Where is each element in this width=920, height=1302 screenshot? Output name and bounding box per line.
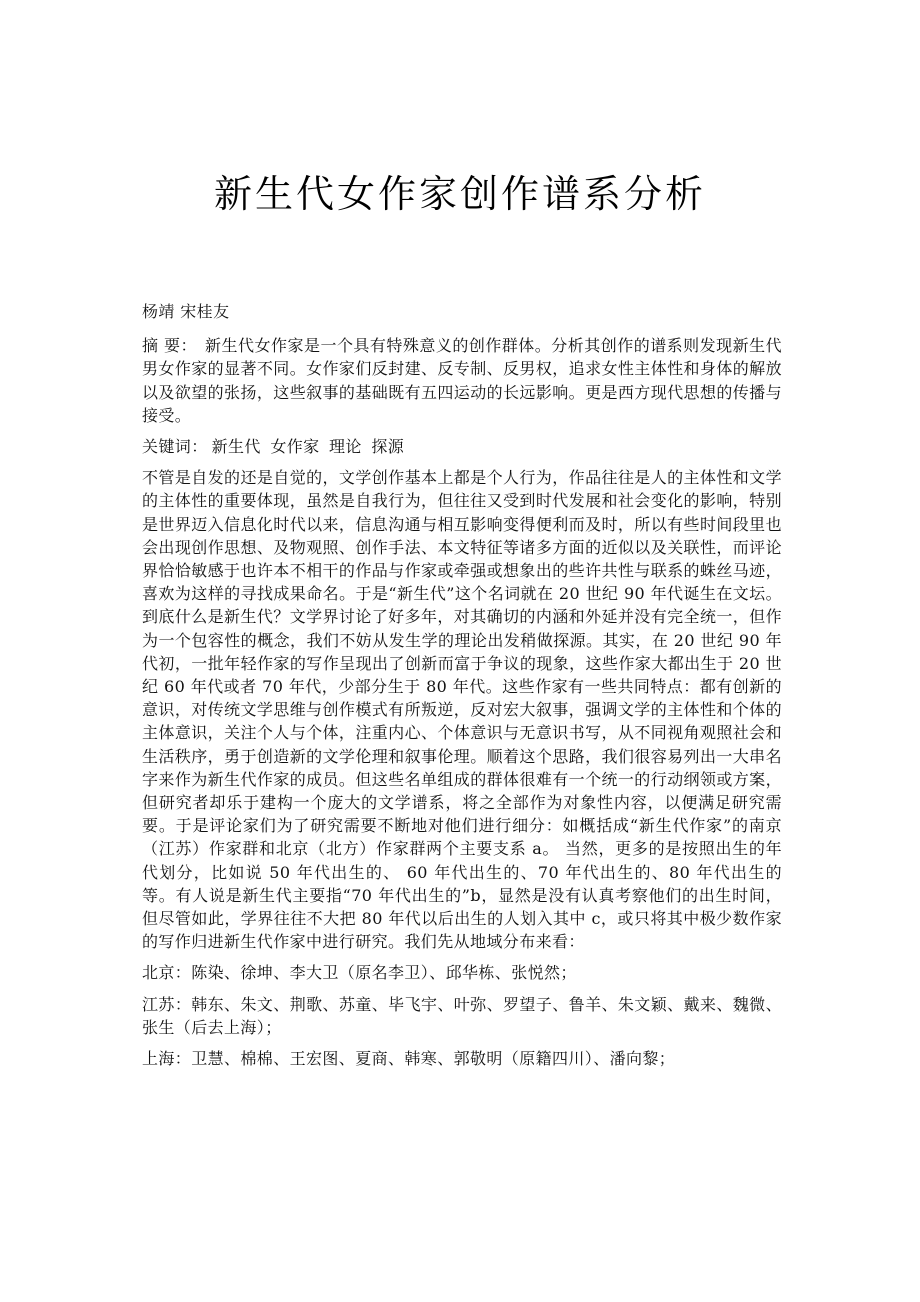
keyword-item: 女作家 — [270, 437, 320, 457]
region-shanghai: 上海：卫慧、棉棉、王宏图、夏商、韩寒、郭敬明（原籍四川）、潘向黎； — [142, 1049, 676, 1069]
abstract-label: 摘 要： — [142, 336, 198, 356]
body-paragraph: 不管是自发的还是自觉的，文学创作基本上都是个人行为，作品往往是人的主体性和文学的主体性的重要体现，虽然是自我行为，但往往又受到时代发展和社会变化的影响，特别是世界迈入信息化时代以来，信息沟通与相互影响变得便利而及时，所以有些时间段里也会出现创作思想、及物观照、创作手法、本文特征等诸多方面的近似以及关联性，而评论界恰恰敏感于也许本不相干的作品与作家或牵强或想象出的些许共性与联系的蛛丝马迹，喜欢为这样的寻找成果命名。于是“新生代”这个名词就在 20 世纪 90 年代诞生在文坛。到底什么是新生代？文学界讨论了好多年，对其确切的内涵和外延并没有完全统一，但作为一个包容性的概念，我们不妨从发生学的理论出发稍做探源。其实，在 20 世纪 90 年代初，一批年轻作家的写作呈现出了创新而富于争议的现象，这些作家大都出生于 20 世纪 60 年代或者 70 年代，少部分生于 80 年代。这些作家有一些共同特点：都有创新的意识，对传统文学思维与创作模式有所叛逆，反对宏大叙事，强调文学的主体性和个体的主体意识，关注个人与个体，注重内心、个体意识与无意识书写，从不同视角观照社会和生活秩序，勇于创造新的文学伦理和叙事伦理。顺着这个思路，我们很容易列出一大串名字来作为新生代作家的成员。但这些名单组成的群体很难有一个统一的行动纲领或方案，但研究者却乐于建构一个庞大的文学谱系，将之全部作为对象性内容，以便满足研究需要。于是评论家们为了研究需要不断地对他们进行细分：如概括成“新生代作家”的南京（江苏）作家群和北京（北方）作家群两个主要支系 a。 当然，更多的是按照出生的年代划分，比如说 50 年代出生的、 60 年代出生的、70 年代出生的、80 年代出生的等。有人说是新生代主要指“70 年代出生的”b，显然是没有认真考察他们的出生时间，但尽管如此，学界往往不大把 80 年代以后出生的人划入其中 c，或只将其中极少数作家的写作归进新生代作家中进行研究。我们先从地域分布来看： — [142, 468, 782, 952]
keyword-item: 新生代 — [211, 437, 261, 457]
region-jiangsu: 江苏：韩东、朱文、荆歌、苏童、毕飞宇、叶弥、罗望子、鲁羊、朱文颖、戴来、魏微、张生（后去上海）； — [142, 994, 782, 1037]
document-title: 新生代女作家创作谱系分析 — [213, 172, 706, 216]
document-body — [142, 300, 782, 1078]
keyword-item: 理论 — [329, 437, 362, 457]
abstract-paragraph — [142, 334, 782, 427]
keyword-item: 探源 — [371, 437, 405, 457]
keywords-label: 关键词： — [142, 437, 208, 457]
abstract-text: 新生代女作家是一个具有特殊意义的创作群体。分析其创作的谱系则发现新生代男女作家的显著不同。女作家们反封建、反专制、反男权，追求女性主体性和身体的解放以及欲望的张扬，这些叙事的基础既有五四运动的长远影响。更是西方现代思想的传播与接受。 — [142, 336, 782, 425]
authors-line: 杨靖 宋桂友 — [142, 302, 230, 321]
region-beijing: 北京：陈染、徐坤、李大卫（原名李卫）、邱华栋、张悦然； — [142, 963, 577, 983]
keywords-line — [142, 435, 782, 458]
